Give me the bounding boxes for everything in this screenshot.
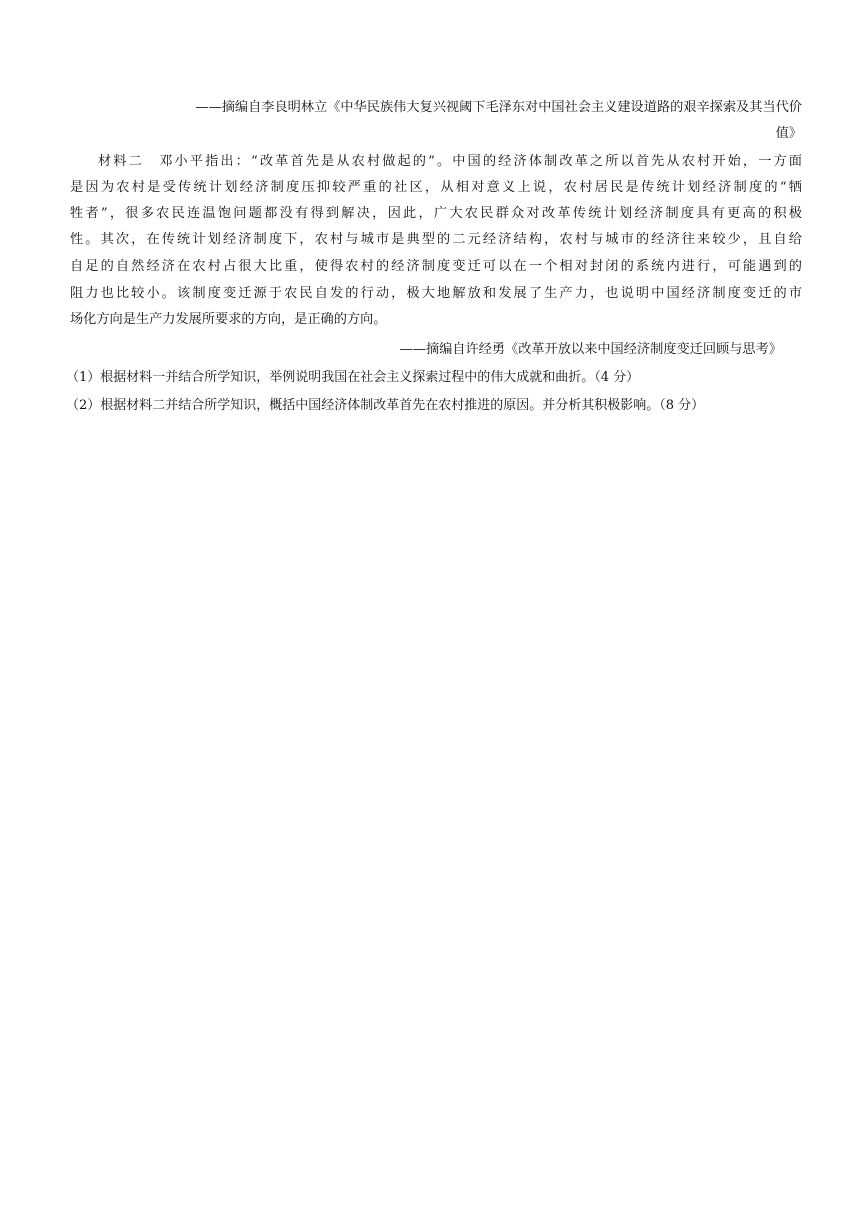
material-2-line-5: 自足的自然经济在农村占很大比重，使得农村的经济制度变迁可以在一个相对封闭的系统内进行，可能遇到的: [70, 259, 802, 274]
material-1-source-line-1: ——摘编自李良明林立《中华民族伟大复兴视阈下毛泽东对中国社会主义建设道路的艰辛探索及其当代价: [195, 100, 802, 115]
material-2-line-2: 是因为农村是受传统计划经济制度压抑较严重的社区，从相对意义上说，农村居民是传统计划经济制度的“牺: [70, 180, 802, 195]
material-2-line-1: 材料二 邓小平指出：“改革首先是从农村做起的”。中国的经济体制改革之所以首先从农村开始，一方面: [98, 154, 802, 169]
question-1: （1）根据材料一并结合所学知识，举例说明我国在社会主义探索过程中的伟大成就和曲折。（4 分）: [66, 370, 640, 385]
question-2: （2）根据材料二并结合所学知识，概括中国经济体制改革首先在农村推进的原因。并分析其积极影响。（8 分）: [66, 398, 705, 413]
material-1-source-line-2: 值》: [775, 126, 802, 141]
material-2-source: ——摘编自许经勇《改革开放以来中国经济制度变迁回顾与思考》: [399, 342, 782, 357]
material-2-line-6: 阻力也比较小。该制度变迁源于农民自发的行动，极大地解放和发展了生产力，也说明中国经济制度变迁的市: [70, 286, 802, 301]
material-2-line-4: 性。其次，在传统计划经济制度下，农村与城市是典型的二元经济结构，农村与城市的经济往来较少，且自给: [70, 232, 802, 247]
material-2-line-7: 场化方向是生产力发展所要求的方向，是正确的方向。: [70, 312, 387, 327]
material-2-line-3: 牲者”，很多农民连温饱问题都没有得到解决，因此，广大农民群众对改革传统计划经济制度具有更高的积极: [70, 206, 802, 221]
